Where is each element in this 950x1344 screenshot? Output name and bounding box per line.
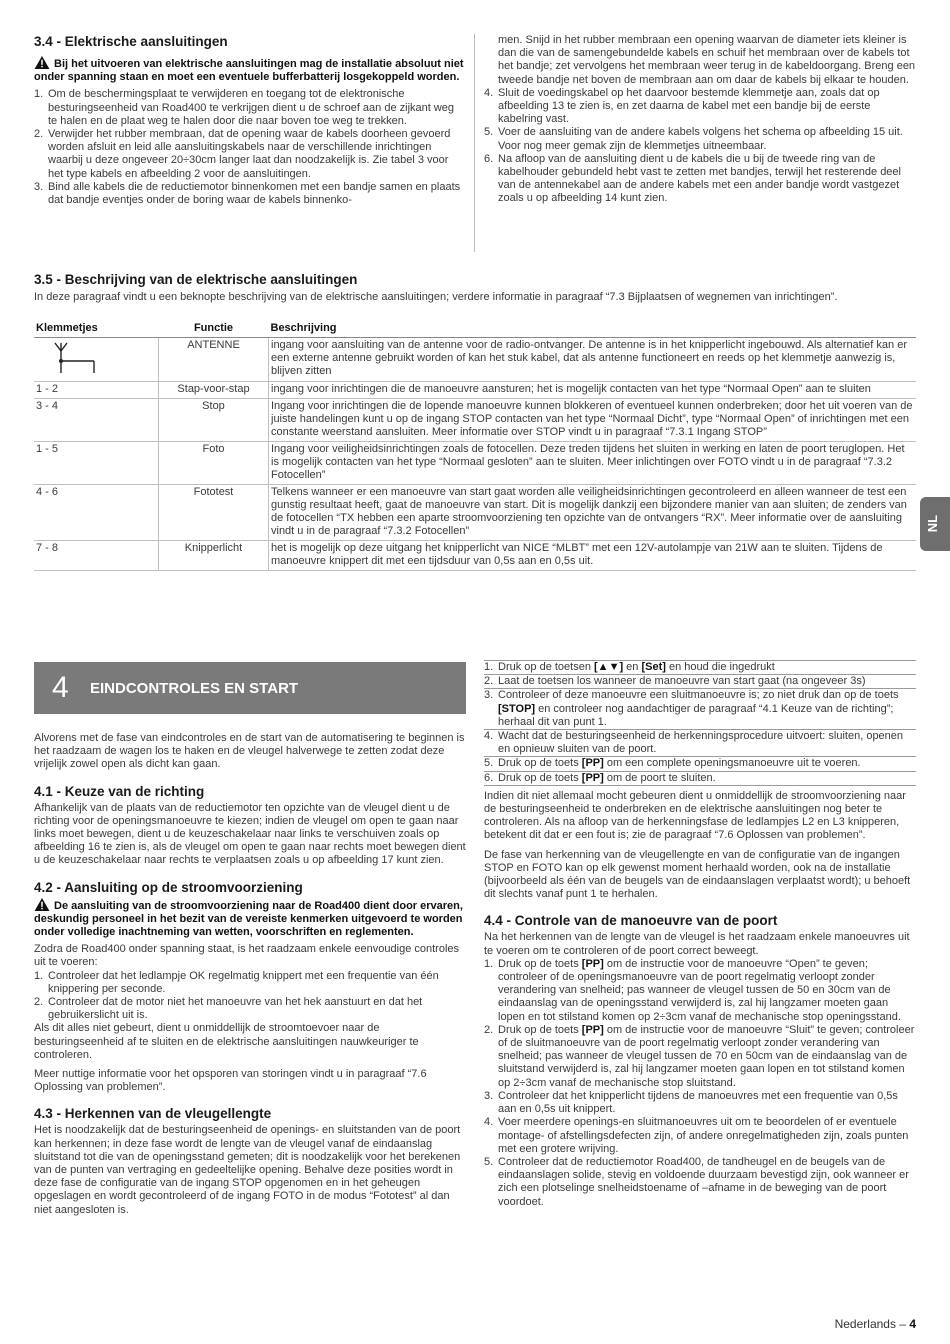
table-row [34, 541, 916, 571]
language-tab-label: NL [925, 514, 941, 533]
list-item: 3. Controleer of deze manoeuvre een sluitmanoeuvre is; zo niet druk dan op de toets [STOP] en controleer nog aandachtiger de paragraaf “4.1 Keuze van de richting”; herhaal dit van punt 1. [484, 689, 916, 730]
page-footer: Nederlands – 4 [834, 1317, 916, 1331]
terminal-cell: 4 - 6 [34, 485, 159, 541]
col-header-terminals: Klemmetjes [34, 322, 159, 338]
description-cell: ingang voor inrichtingen die de manoeuvre aansturen; het is mogelijk contacten van het type “Normaal Open” aan te sluiten [269, 382, 917, 399]
description-cell: Ingang voor veiligheidsinrichtingen zoals de fotocellen. Deze treden tijdens het sluiten in werking en laten de poort teruglopen. Het is mogelijk contacten van het type “Normaal gesloten” aan te sluiten. Meer inlichtingen over FOTO vindt u in de paragraaf “7.3.2 Fotocellen” [269, 442, 917, 485]
table-row [34, 399, 916, 442]
connection-steps-right [484, 87, 916, 206]
chapter-intro: Alvorens met de fase van eindcontroles en de start van de automatisering te beginnen is het raadzaam de wagen los te haken en de vleugel halverwege te zetten zodat deze vrijelijk zowel open als dicht kan gaan. [34, 732, 465, 771]
description-cell: het is mogelijk op deze uitgang het knipperlicht van NICE “MLBT” met een 12V-autolampje van 21W aan te sluiten. Tijdens de manoeuvre knippert dit met een tijdsduur van 0,5s aan en 0,5s uit. [269, 541, 917, 571]
warning-text: De aansluiting van de stroomvoorziening naar de Road400 dient door ervaren, deskundig personeel in het bezit van de vereiste kenmerken uitgevoerd te worden onder volledige inachtneming van wetten, voorschriften en reglementen. [34, 899, 463, 939]
description-cell: Telkens wanneer er een manoeuvre van start gaat worden alle veiligheidsinrichtingen gecontroleerd en alleen wanneer de test een gunstig resultaat heeft, gaat de manoeuvre van start. Dit is mogelijk dankzij een bijzondere manier van aan sluiten; de zenders van de fotocellen “TX hebben een aparte stroomvoorziening ten opzichte van de ontvangers “RX”. Meer informatie over de aansluiting vindt u in de paragraaf “7.3.2 Fotocellen” [269, 485, 917, 541]
section-4-2-lead: Zodra de Road400 onder spanning staat, is het raadzaam enkele eenvoudige controles uit te voeren: [34, 943, 460, 969]
list-item: 2. Laat de toetsen los wanneer de manoeuvre van start gaat (na ongeveer 3s) [484, 675, 916, 689]
terminal-cell: 1 - 5 [34, 442, 159, 485]
chapter-number: 4 [52, 671, 69, 704]
list-item: 4. Voer meerdere openings-en sluitmanoeuvres uit om te beoordelen of er eventuele montage- of afstellingsdefecten zijn, of andere onregelmatigheden zijn, zoals punten met een grotere wrijving. [484, 1116, 909, 1155]
language-tab [920, 497, 950, 551]
col-header-description: Beschrijving [269, 322, 917, 338]
list-item: 1. Druk op de toets [PP] om de instructie voor de manoeuvre “Open” te geven; controleer of de openingsmanoeuvre van de poort regelmatig verloopt zonder verandering van snelheid; pas wanneer de vleugel tussen de 50 en 30cm van de eindaanslag van de openingsstand verwijderd is, zal hij langzamer moeten gaan lopen en tot stilstand komen op 2÷3cm vanaf de mechanische stop openingsstand. [484, 957, 901, 1023]
list-item: 4. Sluit de voedingskabel op het daarvoor bestemde klemmetje aan, zoals dat op afbeelding 13 te zien is, en zet daarna de kabel met een bandje bij de eerste kabelring vast. [484, 86, 880, 126]
table-row [34, 338, 916, 382]
list-item: 5. Druk op de toets [PP] om een complete openingsmanoeuvre uit te voeren. [484, 757, 916, 771]
col-header-function: Functie [159, 322, 269, 338]
power-checks [34, 970, 466, 1023]
section-4-3-after-1: Indien dit niet allemaal mocht gebeuren dient u onmiddellijk de stroomvoorziening naar de besturingseenheid te onderbreken en de elektrische aansluitingen nog beter te controleren. Als na afloop van de herkenningsfase de ledlampjes L2 en L3 knipperen, betekent dit dat er een fout is; zie de paragraaf “7.6 Oplossen van problemen”. [484, 789, 906, 842]
list-item: 5. Controleer dat de reductiemotor Road400, de tandheugel en de beugels van de eindaanslagen solide, stevig en voldoende duurzaam bevestigd zijn, ook wanneer er zich een plotselinge snelheidstoename of –afname in de beweging van de poort voordoet. [484, 1155, 909, 1208]
column-divider [474, 34, 475, 252]
manoeuvre-checks [484, 958, 916, 1209]
section-4-3-after-2: De fase van herkenning van de vleugellengte en van de configuratie van de ingangen STOP en FOTO kan op elk gewenst moment herhaald worden, ook na de installatie (bijvoorbeeld als één van de beugels van de eindaanslagen verplaatst wordt); u behoeft dit slechts vanaf punt 1 te herhalen. [484, 848, 911, 901]
list-item: 1. Om de beschermingsplaat te verwijderen en toegang tot de elektronische besturingseenheid van Road400 te verkrijgen dient u de schroef aan de zijkant weg te halen en de plaat weg te halen door die naar boven toe weg te trekken. [34, 88, 455, 127]
warning-icon [34, 56, 50, 69]
connection-steps-left [34, 88, 466, 207]
page-number: 4 [909, 1317, 916, 1331]
section-4-2-after: Als dit alles niet gebeurt, dient u onmiddellijk de stroomtoevoer naar de besturingseenheid af te sluiten en de elektrische aansluitingen nauwkeuriger te controleren. [34, 1022, 419, 1061]
table-row [34, 485, 916, 541]
terminal-cell: 7 - 8 [34, 541, 159, 571]
list-item: 1. Controleer dat het ledlampje OK regelmatig knippert met een frequentie van één knippering per seconde. [34, 969, 439, 995]
warning-electrical [34, 56, 466, 84]
function-cell: ANTENNE [159, 338, 269, 382]
section-3-5-title: 3.5 - Beschrijving van de elektrische aansluitingen [34, 272, 358, 287]
list-item: 2. Verwijder het rubber membraan, dat de opening waar de kabels doorheen gevoerd worden afsluit en leid alle aansluitingskabels naar de verschillende inrichtingen waarbij u deze ongeveer 20÷30cm langer laat dan noodzakelijk is. Zie tabel 3 voor het type kabels en afbeelding 2 voor de aansluitingen. [34, 128, 451, 180]
list-item: 3. Bind alle kabels die de reductiemotor binnenkomen met een bandje samen en plaats dat bandje eventjes onder de boring waar de kabels binnenko- [34, 180, 461, 207]
warning-icon [34, 898, 50, 911]
section-4-4-lead: Na het herkennen van de lengte van de vleugel is het raadzaam enkele manoeuvres uit te voeren om te controleren of de poort correct beweegt. [484, 931, 910, 957]
list-item: 2. Druk op de toets [PP] om de instructie voor de manoeuvre “Sluit” te geven; controleer of de sluitmanoeuvre van de poort regelmatig verloopt zonder verandering van snelheid; pas wanneer de vleugel tussen de 70 en 50cm van de eindaanslag van de sluitstand verwijderd is, zal hij langzamer moeten gaan lopen en tot stilstand komen op 2÷3cm vanaf de mechanische stop sluitstand. [484, 1023, 915, 1089]
terminal-cell: 1 - 2 [34, 382, 159, 399]
footer-language: Nederlands [834, 1317, 896, 1331]
section-3-4-left [34, 34, 466, 207]
section-4-3-body: Het is noodzakelijk dat de besturingseenheid de openings- en sluitstanden van de poort kan herkennen; in deze fase wordt de lengte van de vleugel vanaf de eindaanslag sluitstand tot die van de openingsstand gemeten; dit is noodzakelijk voor het berekenen van de punten van vertraging en gedeeltelijke opening. Behalve deze posities wordt in deze fase de configuratie van de ingang STOP opgenomen en in het geheugen opgeslagen en wordt gecontroleerd of de ingang FOTO in de modus “Fototest” al dan niet aangesloten is. [34, 1124, 461, 1216]
table-row [34, 442, 916, 485]
function-cell: Stap-voor-stap [159, 382, 269, 399]
list-item: 6. Druk op de toets [PP] om de poort te sluiten. [484, 772, 916, 786]
section-3-5-intro: In deze paragraaf vindt u een beknopte beschrijving van de elektrische aansluitingen; verdere informatie in paragraaf “7.3 Bijplaatsen of wegnemen van inrichtingen”. [34, 291, 838, 303]
chapter-title: EINDCONTROLES EN START [90, 680, 299, 697]
list-item: 5. Voer de aansluiting van de andere kabels volgens het schema op afbeelding 15 uit. Voor nog meer gemak zijn de klemmetjes uitneembaar. [484, 126, 903, 152]
list-item: 6. Na afloop van de aansluiting dient u de kabels die u bij de tweede ring van de kabelhouder gebundeld hebt vast te zetten met bandjes, terwijl het resterende deel van de antennekabel aan de andere kabels met een ander bandje wordt vastgezet zoals u op afbeelding 14 kunt zien. [484, 152, 901, 205]
list-item: 4. Wacht dat de besturingseenheid de herkenningsprocedure uitvoert: sluiten, openen en opnieuw sluiten van de poort. [484, 730, 916, 757]
table-header-row [34, 322, 916, 338]
table-row [34, 382, 916, 399]
description-cell: Ingang voor inrichtingen die de lopende manoeuvre kunnen blokkeren of eventueel kunnen onderbreken; door het uit voeren van de juiste handelingen kunt u op de ingang STOP contacten van het type “Normaal Dicht”, type “Normaal Open” of inrichtingen met een constante weerstand aansluiten. Meer informatie over STOP vindt u in paragraaf “7.3.1 Ingang STOP” [269, 399, 917, 442]
list-item-continued: men. Snijd in het rubber membraan een opening waarvan de diameter iets kleiner is dan die van de samengebundelde kabels en schuif het membraan over de kabels tot het bandje; zet vervolgens het membraan weer terug in de kabeldoorgang. Breng een tweede bandje net boven de membraan aan om daar de kabels bij elkaar te houden. [498, 34, 916, 86]
function-cell: Knipperlicht [159, 541, 269, 571]
section-3-4-right [484, 34, 916, 206]
section-3-5 [34, 272, 916, 304]
description-cell: ingang voor aansluiting van de antenne voor de radio-ontvanger. De antenne is in het knipperlicht ingebouwd. Als alternatief kan er een externe antenne gebruikt worden of kan het stuk kabel, dat als antenne functioneert en reeds op het klemmetje aanwezig is, blijven zitten [269, 338, 917, 382]
warning-text: Bij het uitvoeren van elektrische aansluitingen mag de installatie absoluut niet onder spanning staan en moet een eventuele bufferbatterij losgekoppeld worden. [34, 58, 464, 84]
antenna-icon [36, 339, 106, 375]
learning-steps [484, 660, 916, 786]
section-4-3-title: 4.3 - Herkennen van de vleugellengte [34, 1106, 272, 1122]
warning-power [34, 898, 466, 940]
antenna-symbol-cell [34, 338, 159, 382]
terminal-cell: 3 - 4 [34, 399, 159, 442]
list-item: 1. Druk op de toetsen [▲▼] en [Set] en houd die ingedrukt [484, 661, 916, 675]
section-4-1-body: Afhankelijk van de plaats van de reductiemotor ten opzichte van de vleugel dient u de richting voor de openingsmanoeuvre te kiezen; indien de vleugel om open te gaan naar links moet bewegen, dient u de keuzeschakelaar naar links te verschuiven zoals op afbeelding 16 te zien is, als de vleugel om open te gaan naar rechts moet bewegen dient u de keuzeschakelaar naar rechts te verplaatsen zoals u op afbeelding 17 kunt zien. [34, 801, 466, 867]
section-4-2-more: Meer nuttige informatie voor het opsporen van storingen vindt u in paragraaf “7.6 Oplossing van problemen”. [34, 1068, 427, 1094]
terminals-table [34, 322, 916, 571]
function-cell: Fototest [159, 485, 269, 541]
chapter-4-right [484, 660, 916, 1209]
chapter-4-left [34, 732, 466, 1217]
section-4-4-title: 4.4 - Controle van de manoeuvre van de poort [484, 913, 778, 929]
section-3-4-title: 3.4 - Elektrische aansluitingen [34, 34, 228, 49]
section-4-1-title: 4.1 - Keuze van de richting [34, 783, 205, 799]
section-4-2-title: 4.2 - Aansluiting op de stroomvoorziening [34, 879, 303, 895]
list-item: 3. Controleer dat het knipperlicht tijdens de manoeuvres met een frequentie van 0,5s aan en 0,5s uit knippert. [484, 1089, 898, 1116]
list-item: 2. Controleer dat de motor niet het manoeuvre van het hek aanstuurt en dat het gebruikerslicht uit is. [34, 996, 423, 1022]
function-cell: Stop [159, 399, 269, 442]
chapter-banner [34, 662, 466, 714]
function-cell: Foto [159, 442, 269, 485]
